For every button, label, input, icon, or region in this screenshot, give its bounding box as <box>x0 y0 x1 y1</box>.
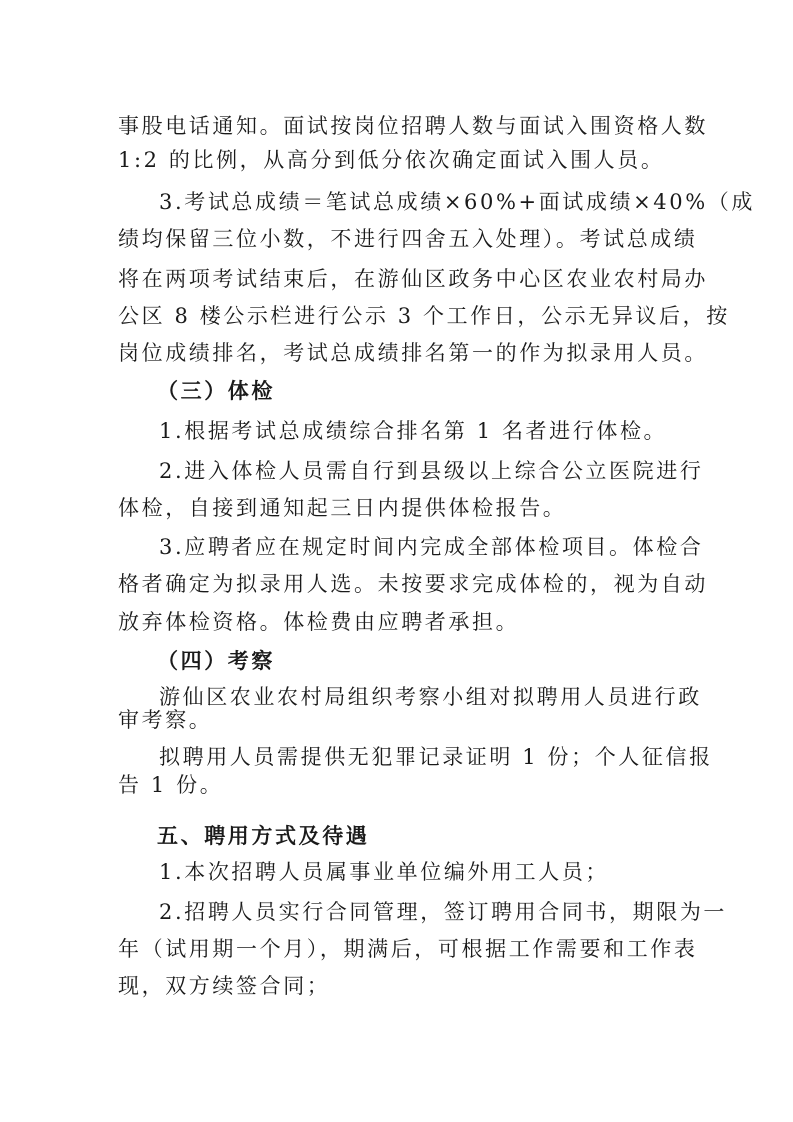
text-line: 年（试用期一个月），期满后，可根据工作需要和工作表 <box>118 937 698 961</box>
text-line: 现，双方续签合同； <box>118 974 331 998</box>
text-line: 1.本次招聘人员属事业单位编外用工人员； <box>159 860 610 884</box>
text-line: 1.根据考试总成绩综合排名第 1 名者进行体检。 <box>159 419 668 443</box>
text-line: 放弃体检资格。体检费由应聘者承担。 <box>118 610 520 634</box>
text-line: 3.应聘者应在规定时间内完成全部体检项目。体检合 <box>159 535 704 559</box>
text-line: 事股电话通知。面试按岗位招聘人数与面试入围资格人数 <box>118 114 708 138</box>
text-line: 公区 8 楼公示栏进行公示 3 个工作日，公示无异议后，按 <box>118 304 730 328</box>
chapter-heading-5: 五、聘用方式及待遇 <box>157 824 370 848</box>
text-line: 1:2 的比例，从高分到低分依次确定面试入围人员。 <box>118 148 665 172</box>
text-line: 格者确定为拟录用人选。未按要求完成体检的，视为自动 <box>118 572 708 596</box>
text-line: 2.招聘人员实行合同管理，签订聘用合同书，期限为一 <box>159 900 728 924</box>
text-line: 告 1 份。 <box>118 773 224 797</box>
text-line: 审考察。 <box>118 708 213 732</box>
text-line: 体检，自接到通知起三日内提供体检报告。 <box>118 496 567 520</box>
section-heading-4: （四）考察 <box>157 649 275 673</box>
text-line: 将在两项考试结束后，在游仙区政务中心区农业农村局办 <box>118 267 708 291</box>
text-line: 岗位成绩排名，考试总成绩排名第一的作为拟录用人员。 <box>118 341 708 365</box>
text-line: 2.进入体检人员需自行到县级以上综合公立医院进行 <box>159 459 704 483</box>
section-heading-3: （三）体检 <box>157 379 275 403</box>
text-line: 3.考试总成绩＝笔试总成绩×60%+面试成绩×40%（成 <box>159 190 755 214</box>
text-line: 绩均保留三位小数，不进行四舍五入处理）。考试总成绩 <box>118 227 698 251</box>
text-line: 拟聘用人员需提供无犯罪记录证明 1 份；个人征信报 <box>159 745 713 769</box>
text-line: 游仙区农业农村局组织考察小组对拟聘用人员进行政 <box>159 685 702 709</box>
